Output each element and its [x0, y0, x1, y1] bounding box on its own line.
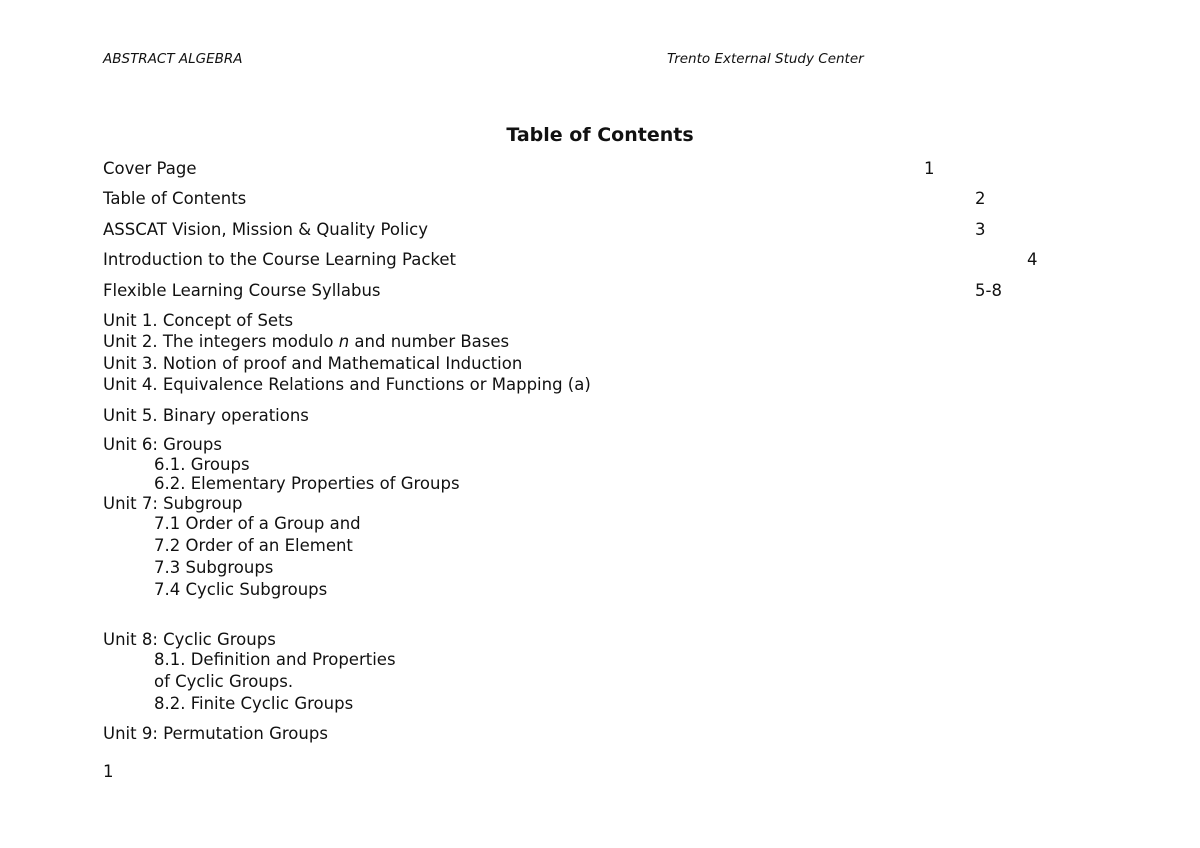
- header-study-center: Trento External Study Center: [667, 51, 864, 67]
- toc-entry-label: Table of Contents: [103, 189, 247, 208]
- toc-entry-page: 2: [975, 189, 986, 208]
- toc-entry-label: Cover Page: [103, 159, 197, 178]
- unit-5-entry: Unit 5. Binary operations: [103, 406, 309, 425]
- unit-8-1-continued: of Cyclic Groups.: [154, 672, 294, 691]
- page-number: 1: [103, 762, 114, 781]
- unit-8-entry: Unit 8: Cyclic Groups: [103, 630, 276, 649]
- toc-entry-page: 4: [1027, 250, 1038, 269]
- toc-entry-label: Introduction to the Course Learning Packet: [103, 250, 457, 269]
- unit-9-entry: Unit 9: Permutation Groups: [103, 724, 328, 743]
- unit-1-entry: Unit 1. Concept of Sets: [103, 311, 294, 330]
- unit-2-text-post: and number Bases: [349, 332, 510, 351]
- unit-7-1-entry: 7.1 Order of a Group and: [154, 514, 361, 533]
- unit-4-entry: Unit 4. Equivalence Relations and Functions or Mapping (a): [103, 375, 591, 394]
- unit-2-entry: [103, 332, 509, 352]
- toc-entry-label: Flexible Learning Course Syllabus: [103, 281, 381, 300]
- unit-2-variable: n: [338, 332, 350, 351]
- toc-entry-page: 3: [975, 220, 986, 239]
- unit-8-1-entry: 8.1. Definition and Properties: [154, 650, 396, 669]
- unit-6-1-entry: 6.1. Groups: [154, 455, 250, 474]
- unit-7-entry: Unit 7: Subgroup: [103, 494, 243, 513]
- unit-7-4-entry: 7.4 Cyclic Subgroups: [154, 580, 328, 599]
- unit-2-text-pre: Unit 2. The integers modulo: [103, 332, 339, 351]
- unit-7-3-entry: 7.3 Subgroups: [154, 558, 274, 577]
- toc-entry-page: 5-8: [975, 281, 1002, 300]
- unit-6-entry: Unit 6: Groups: [103, 435, 222, 454]
- unit-3-entry: Unit 3. Notion of proof and Mathematical Induction: [103, 354, 523, 373]
- page-title: Table of Contents: [506, 124, 694, 146]
- header-course-title: ABSTRACT ALGEBRA: [103, 51, 243, 67]
- unit-7-2-entry: 7.2 Order of an Element: [154, 536, 353, 555]
- unit-8-2-entry: 8.2. Finite Cyclic Groups: [154, 694, 354, 713]
- toc-entry-label: ASSCAT Vision, Mission & Quality Policy: [103, 220, 428, 239]
- toc-entry-page: 1: [924, 159, 935, 178]
- unit-6-2-entry: 6.2. Elementary Properties of Groups: [154, 474, 460, 493]
